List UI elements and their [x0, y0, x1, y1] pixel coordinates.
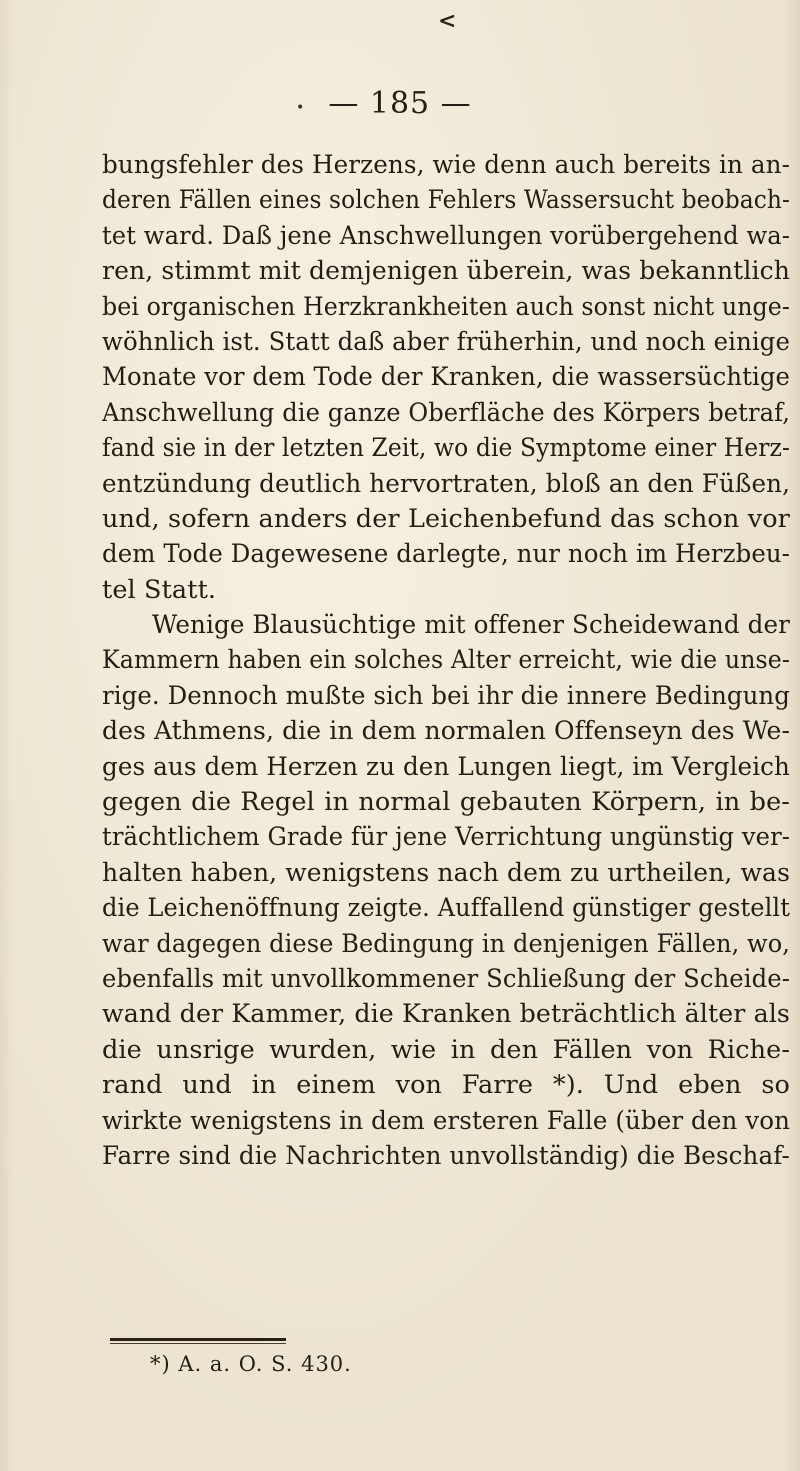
- text-line: ren, stimmt mit demjenigen überein, was bekanntlich: [102, 256, 790, 287]
- text-line: Wenige Blausüchtige mit offener Scheidewand der: [152, 610, 791, 641]
- text-line: rige. Dennoch mußte sich bei ihr die innere Bedingung: [102, 680, 790, 711]
- text-line: tet ward. Daß jene Anschwellungen vorübergehend wa-: [102, 220, 791, 251]
- text-line: halten haben, wenigstens nach dem zu urtheilen, was: [102, 857, 791, 888]
- text-line: bungsfehler des Herzens, wie denn auch bereits in an-: [102, 150, 791, 180]
- text-line: rand und in einem von Farre *). Und eben so: [102, 1070, 790, 1101]
- stray-mark: <: [438, 8, 457, 34]
- text-line: wöhnlich ist. Statt daß aber früherhin, und noch einige: [102, 326, 791, 357]
- text-line: wand der Kammer, die Kranken beträchtlich älter als: [102, 999, 791, 1030]
- text-line: Monate vor dem Tode der Kranken, die wassersüchtige: [102, 362, 790, 393]
- text-line: wirkte wenigstens in dem ersteren Falle (über den von: [102, 1105, 790, 1136]
- text-line: Farre sind die Nachrichten unvollständig) die Beschaf-: [102, 1140, 790, 1171]
- text-line: trächtlichem Grade für jene Verrichtung ungünstig ver-: [102, 822, 791, 853]
- text-line: die Leichenöffnung zeigte. Auffallend günstiger gestellt: [102, 893, 790, 924]
- text-line: ges aus dem Herzen zu den Lungen liegt, im Vergleich: [102, 751, 790, 782]
- footnote-rule: [110, 1338, 286, 1341]
- corner-mark: •: [296, 100, 305, 116]
- text-line: tel Statt.: [102, 574, 217, 605]
- text-line: die unsrige wurden, wie in den Fällen von Riche-: [102, 1034, 791, 1065]
- page-number: — 185 —: [328, 86, 472, 121]
- text-line: und, sofern anders der Leichenbefund das schon vor: [102, 503, 790, 534]
- text-line: deren Fällen eines solchen Fehlers Wassersucht beobach-: [102, 185, 790, 216]
- text-line: bei organischen Herzkrankheiten auch sonst nicht unge-: [102, 291, 791, 322]
- text-line: gegen die Regel in normal gebauten Körpern, in be-: [102, 787, 790, 818]
- text-line: war dagegen diese Bedingung in denjenigen Fällen, wo,: [102, 928, 791, 959]
- page-header: [0, 86, 800, 121]
- body-text: [102, 148, 792, 1174]
- text-line: Anschwellung die ganze Oberfläche des Körpers betraf,: [102, 397, 791, 428]
- text-line: ebenfalls mit unvollkommener Schließung der Scheide-: [102, 963, 791, 994]
- footnote: *) A. a. O. S. 430.: [150, 1352, 352, 1376]
- text-line: Kammern haben ein solches Alter erreicht, wie die unse-: [102, 645, 790, 676]
- text-line: dem Tode Dagewesene darlegte, nur noch im Herzbeu-: [102, 539, 791, 570]
- footnote-rule-thin: [110, 1343, 286, 1344]
- text-line: fand sie in der letzten Zeit, wo die Symptome einer Herz-: [102, 433, 790, 464]
- text-line: entzündung deutlich hervortraten, bloß an den Füßen,: [102, 468, 791, 499]
- text-line: des Athmens, die in dem normalen Offenseyn des We-: [102, 716, 791, 747]
